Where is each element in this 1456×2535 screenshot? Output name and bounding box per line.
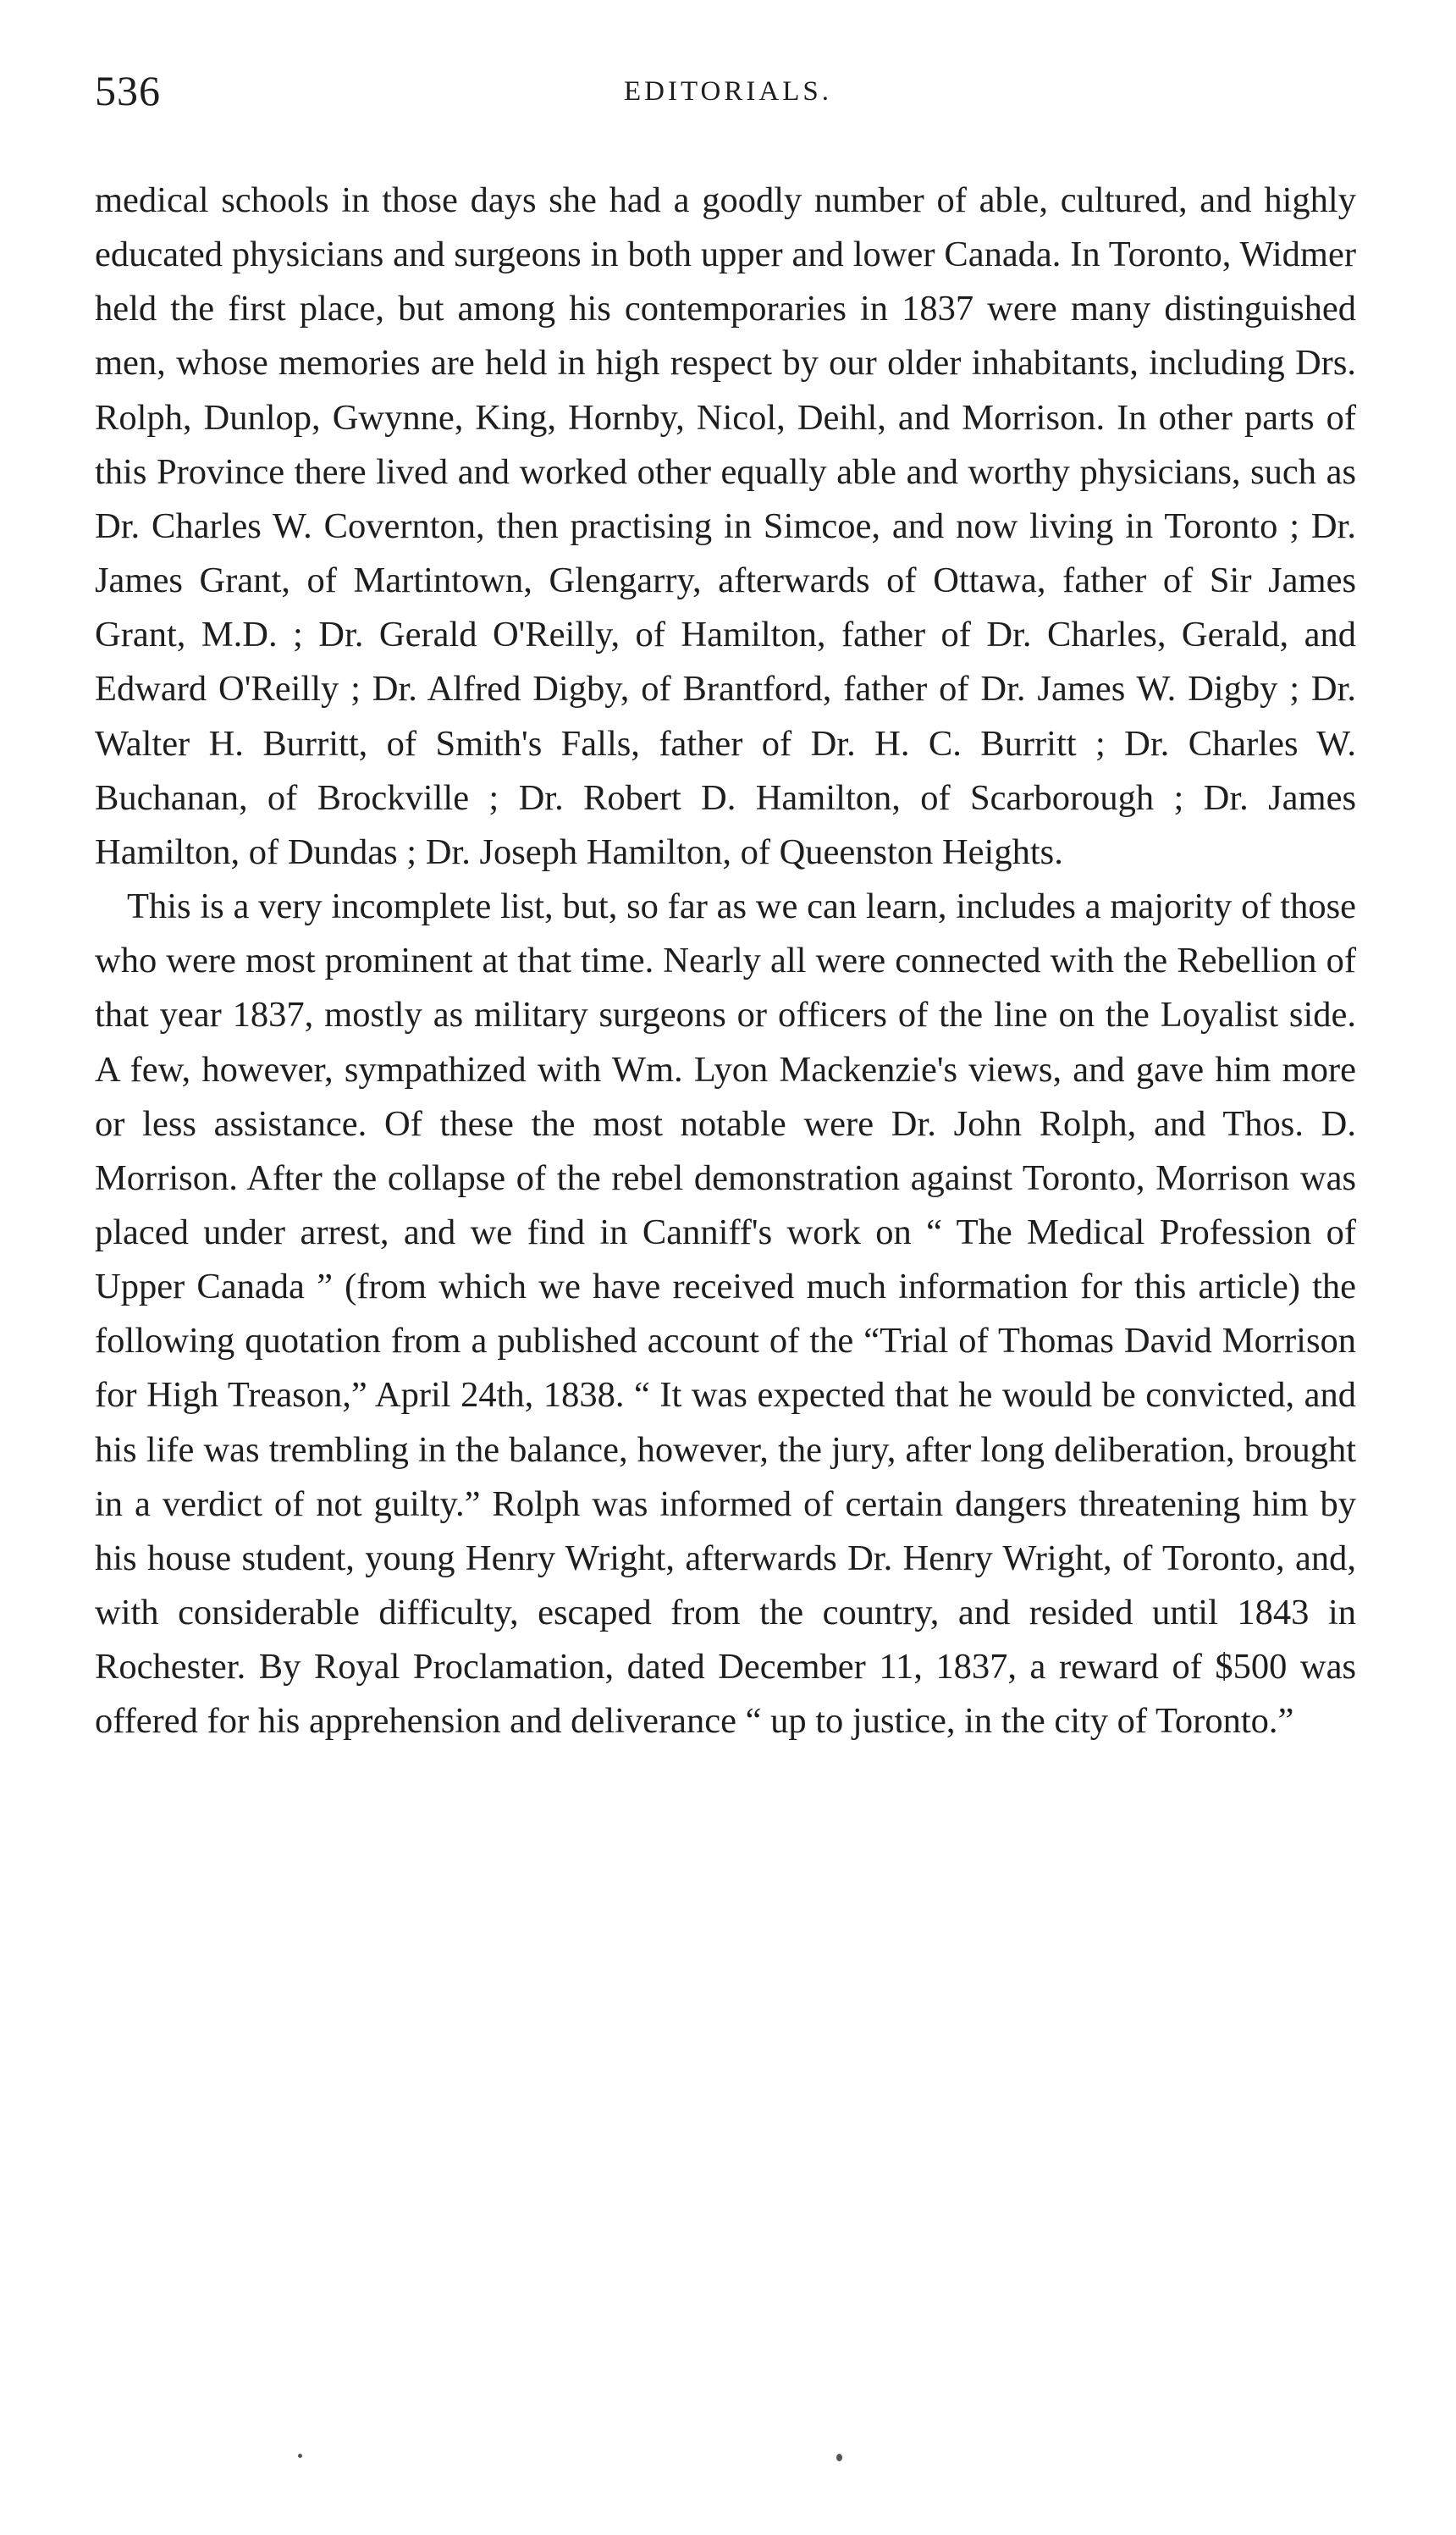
paragraph-continued: medical schools in those days she had a goodly number of able, cultured, and highly educated physicians and surgeons in both upper and lower Canada. In Toronto, Widmer held the first place, but among his contemporaries in 1837 were many distinguished men, whose memories are held in high respect by our older inhabitants, including Drs. Rolph, Dunlop, Gwynne, King, Hornby, Nicol, Deihl, and Morrison. In other parts of this Province there lived and worked other equally able and worthy physicians, such as Dr. Charles W. Covernton, then practising in Simcoe, and now living in Toronto ; Dr. James Grant, of Martintown, Glengarry, afterwards of Ottawa, father of Sir James Grant, M.D. ; Dr. Gerald O'Reilly, of Hamilton, father of Dr. Charles, Gerald, and Edward O'Reilly ; Dr. Alfred Digby, of Brantford, father of Dr. James W. Digby ; Dr. Walter H. Burritt, of Smith's Falls, father of Dr. H. C. Burritt ; Dr. Charles W. Buchanan, of Brockville ; Dr. Robert D. Hamilton, of Scarborough ; Dr. James Hamilton, of Dundas ; Dr. Joseph Hamilton, of Queenston Heights. [95,180,1356,872]
page-number: 536 [95,67,161,114]
paragraph: This is a very incomplete list, but, so far as we can learn, includes a majority of those who were most prominent at that time. Nearly all were connected with the Rebellion of that year 1837, mostly as military surgeons or officers of the line on the Loyalist side. A few, however, sympathized with Wm. Lyon Mackenzie's views, and gave him more or less assistance. Of these the most notable were Dr. John Rolph, and Thos. D. Morrison. After the collapse of the rebel demonstration against Toronto, Morrison was placed under arrest, and we find in Canniff's work on “ The Medical Profession of Upper Canada ” (from which we have received much information for this article) the following quotation from a published account of the “Trial of Thomas David Morrison for High Treason,” April 24th, 1838. “ It was expected that he would be convicted, and his life was trembling in the balance, however, the jury, after long deliberation, brought in a verdict of not guilty.” Rolph was informed of certain dangers threatening him by his house student, young Henry Wright, afterwards Dr. Henry Wright, of Toronto, and, with considerable difficulty, escaped from the country, and resided until 1843 in Rochester. By Royal Proclamation, dated December 11, 1837, a reward of $500 was offered for his apprehension and deliverance “ up to justice, in the city of Toronto.” [95,886,1356,1742]
print-speck [836,2454,842,2461]
body-text [95,174,1356,1749]
print-speck [298,2454,302,2458]
running-head: EDITORIALS. [624,76,832,107]
